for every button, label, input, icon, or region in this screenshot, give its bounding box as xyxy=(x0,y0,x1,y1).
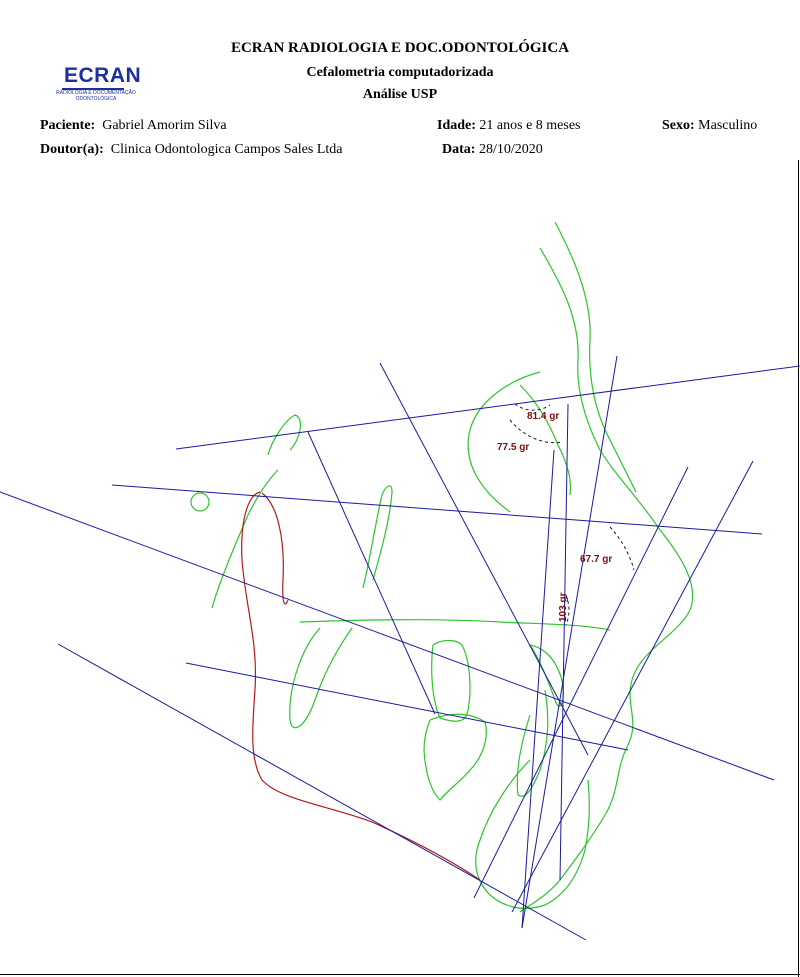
patient-name-label: Paciente: xyxy=(40,118,96,133)
sex-label: Sexo: xyxy=(662,118,695,133)
incisor-axis-line xyxy=(522,356,617,928)
ramus-contour xyxy=(262,493,288,604)
logo-word: ECRAN xyxy=(64,64,142,87)
facial-line-2 xyxy=(512,461,753,912)
sex-value: Masculino xyxy=(698,118,758,133)
mandibular-plane-line xyxy=(58,644,586,940)
n-pog-line xyxy=(308,432,435,714)
angle-label-2: 77.5 gr xyxy=(497,442,530,453)
angle-label-3: 67.7 gr xyxy=(580,554,613,565)
angle-arcs xyxy=(510,404,634,625)
angle-label-4: 103 gr xyxy=(558,592,569,622)
angle-arc-3 xyxy=(610,527,634,570)
logo-subtext: RADIOLOGIA E DOCUMENTAÇÃO ODONTOLÓGICA xyxy=(56,90,136,102)
symphysis-contour xyxy=(476,760,590,908)
soft-tissue-profile xyxy=(520,248,693,912)
doctor-name: Clinica Odontologica Campos Sales Ltda xyxy=(110,142,343,157)
palatal-plane-line xyxy=(0,492,774,780)
doctor-label: Doutor(a): xyxy=(40,142,104,157)
upper-molar xyxy=(432,640,470,721)
frankfort-line xyxy=(112,485,762,534)
age-label: Idade: xyxy=(437,118,476,133)
report-title: ECRAN RADIOLOGIA E DOC.ODONTOLÓGICA xyxy=(230,40,570,56)
y-axis-line xyxy=(522,450,554,928)
sn-line xyxy=(176,366,800,449)
date-value: 28/10/2020 xyxy=(478,142,543,157)
angle-label-1: 81.4 gr xyxy=(527,411,560,422)
porion-circle xyxy=(191,493,209,511)
age-value: 21 anos e 8 meses xyxy=(479,118,581,133)
anatomy-contours xyxy=(191,222,693,912)
analysis-name: Análise USP xyxy=(362,87,438,102)
frontal-contour xyxy=(520,385,571,495)
patient-name: Gabriel Amorim Silva xyxy=(102,118,227,133)
report-subtitle: Cefalometria computadorizada xyxy=(306,65,494,80)
reference-lines xyxy=(0,356,800,940)
basion-contour xyxy=(363,486,392,588)
date-label: Data: xyxy=(442,142,476,157)
lower-molar xyxy=(424,714,486,800)
angle-arc-1 xyxy=(515,404,550,410)
facial-line-1 xyxy=(474,467,688,898)
maxilla-contour xyxy=(290,628,352,728)
